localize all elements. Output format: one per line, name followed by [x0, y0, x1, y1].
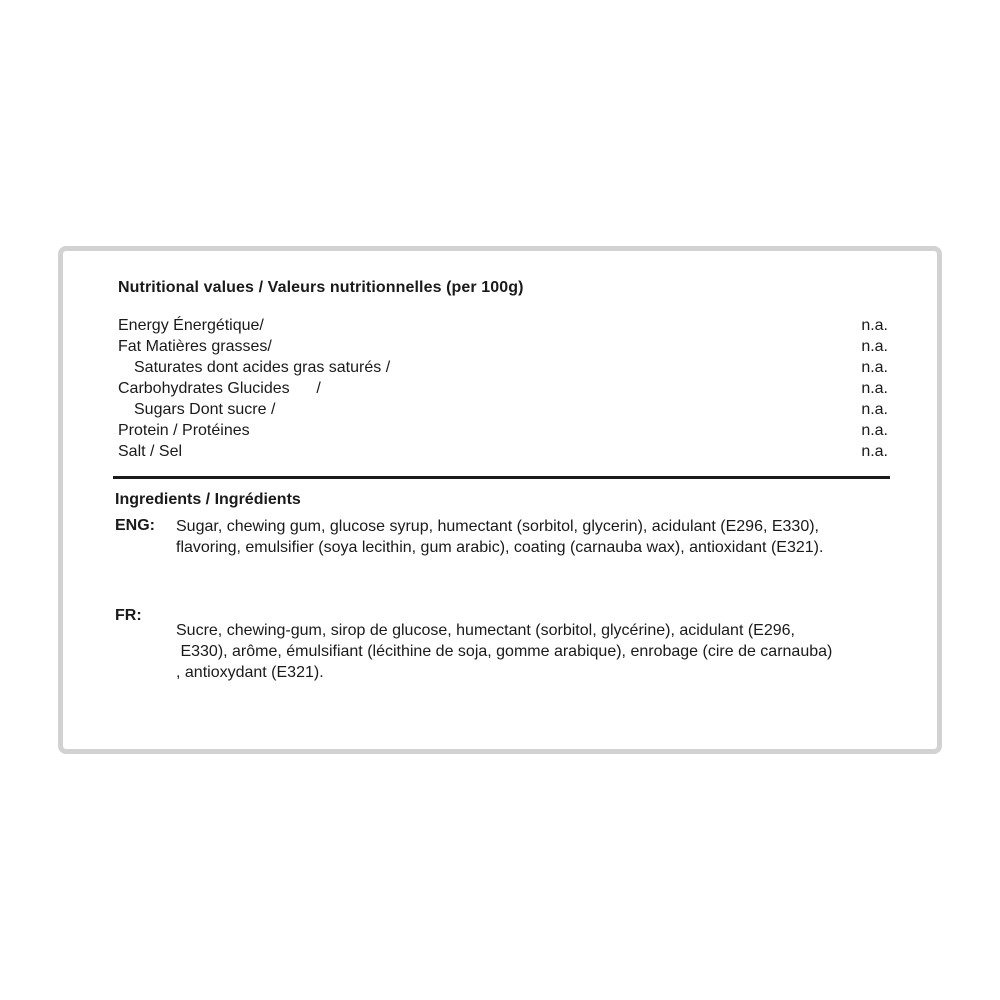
nutrition-row-salt [118, 441, 888, 462]
nutrition-label: Energy Énergétique/ [118, 317, 264, 334]
nutrition-label: Carbohydrates Glucides / [118, 380, 321, 397]
nutrition-table [118, 315, 888, 462]
ingredients-eng-line: Sugar, chewing gum, glucose syrup, humectant (sorbitol, glycerin), acidulant (E296, E330), [176, 518, 819, 535]
nutrition-value: n.a. [861, 338, 888, 355]
nutrition-label: Salt / Sel [118, 443, 183, 460]
nutrition-value: n.a. [861, 422, 888, 439]
nutrition-label: Saturates dont acides gras saturés / [134, 359, 391, 376]
nutrition-row-energy [118, 315, 888, 336]
nutrition-row-fat [118, 336, 888, 357]
ingredients-title: Ingredients / Ingrédients [115, 491, 301, 508]
ingredients-lang-fr-label: FR: [115, 607, 142, 624]
nutrition-row-saturates [118, 357, 888, 378]
section-divider [113, 476, 890, 479]
ingredients-fr-line: E330), arôme, émulsifiant (lécithine de soja, gomme arabique), enrobage (cire de carnauba) [176, 643, 833, 660]
nutrition-value: n.a. [861, 443, 888, 460]
nutrition-value: n.a. [861, 317, 888, 334]
ingredients-lang-eng-label: ENG: [115, 517, 155, 534]
nutrition-row-carbohydrates [118, 378, 888, 399]
ingredients-fr-text [176, 620, 936, 683]
ingredients-eng-line: flavoring, emulsifier (soya lecithin, gum arabic), coating (carnauba wax), antioxidant (E321). [176, 539, 824, 556]
nutrition-label-panel [58, 246, 942, 754]
ingredients-fr-line: , antioxydant (E321). [176, 664, 324, 681]
nutrition-value: n.a. [861, 401, 888, 418]
nutrition-row-protein [118, 420, 888, 441]
nutrition-label: Protein / Protéines [118, 422, 250, 439]
nutrition-title: Nutritional values / Valeurs nutritionnelles (per 100g) [118, 279, 524, 296]
nutrition-value: n.a. [861, 380, 888, 397]
nutrition-value: n.a. [861, 359, 888, 376]
ingredients-eng-text [176, 516, 936, 558]
nutrition-label: Fat Matières grasses/ [118, 338, 272, 355]
ingredients-fr-line: Sucre, chewing-gum, sirop de glucose, humectant (sorbitol, glycérine), acidulant (E296, [176, 622, 795, 639]
nutrition-row-sugars [118, 399, 888, 420]
nutrition-label: Sugars Dont sucre / [134, 401, 276, 418]
